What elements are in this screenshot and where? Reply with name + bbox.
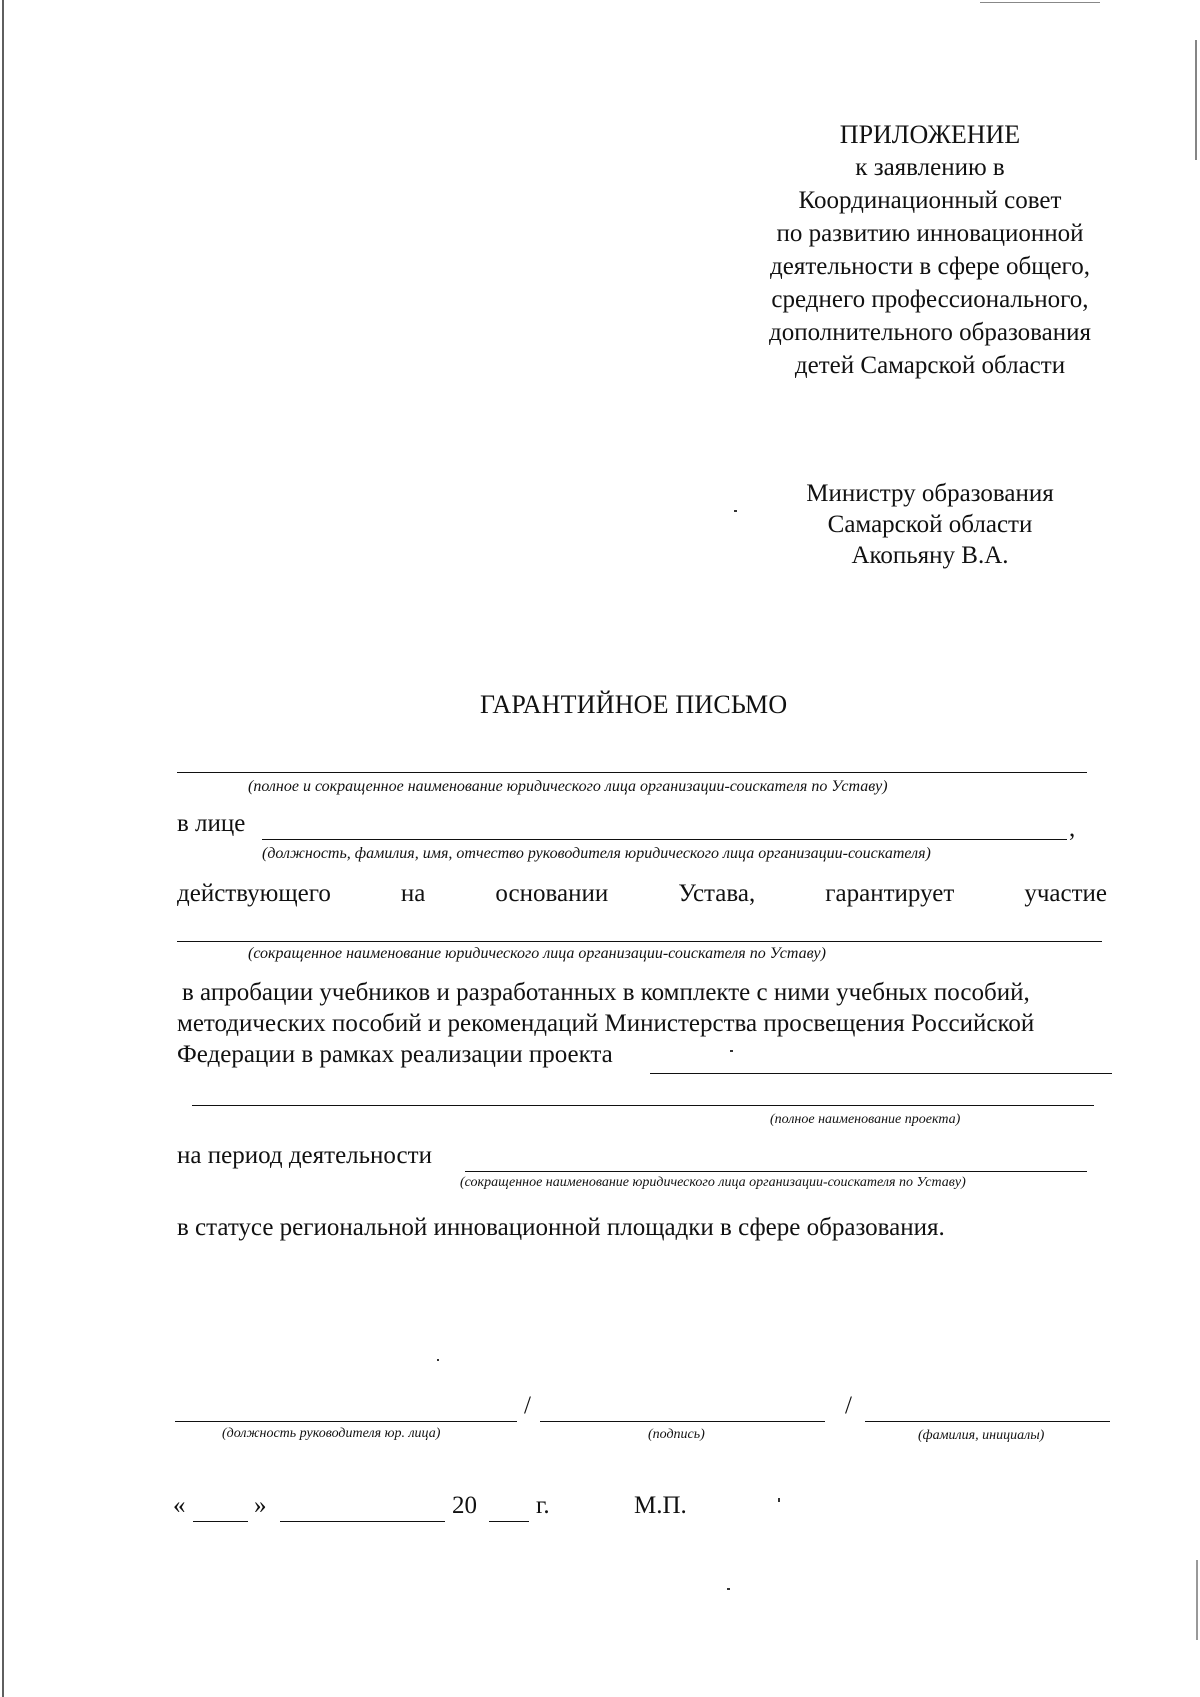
date-year-suffix: г.: [536, 1492, 550, 1519]
paragraph-line: Федерации в рамках реализации проекта: [177, 1041, 613, 1068]
scan-speck: [437, 1359, 439, 1361]
org-full-name-caption: (полное и сокращенное наименование юридического лица организации-соискателя по Уставу): [248, 778, 888, 795]
appendix-heading: ПРИЛОЖЕНИЕ: [839, 120, 1021, 149]
acting-word: на: [400, 880, 426, 907]
acting-word: действующего: [177, 880, 331, 907]
scan-speck: [727, 1588, 730, 1590]
addressee-block: [770, 478, 1090, 571]
director-position-field[interactable]: [175, 1421, 517, 1422]
participation-paragraph: [177, 977, 1112, 1070]
period-label: на период деятельности: [177, 1142, 432, 1169]
director-caption: (должность, фамилия, имя, отчество руководителя юридического лица организации-соискателя): [262, 845, 931, 862]
period-caption: (сокращенное наименование юридического лица организации-соискателя по Уставу): [460, 1175, 966, 1190]
represented-by-comma: ,: [1069, 815, 1076, 842]
addressee-line: Самарской области: [827, 511, 1033, 538]
date-day-field[interactable]: [193, 1521, 248, 1522]
date-month-field[interactable]: [280, 1521, 445, 1522]
date-open-quote: «: [173, 1492, 186, 1519]
period-field[interactable]: [465, 1171, 1087, 1172]
appendix-line: к заявлению в: [855, 154, 1005, 181]
stamp-placeholder: М.П.: [634, 1492, 687, 1519]
appendix-line: дополнительного образования: [768, 319, 1092, 346]
date-year-prefix: 20: [452, 1492, 477, 1519]
status-text: в статусе региональной инновационной площадки в сфере образования.: [177, 1214, 945, 1241]
org-short-name-field[interactable]: [177, 941, 1102, 942]
acting-word: основании: [495, 880, 609, 907]
addressee-line: Акопьяну В.А.: [851, 542, 1009, 569]
scan-edge-top: [980, 2, 1100, 3]
addressee-line: Министру образования: [806, 480, 1054, 507]
scan-speck: [734, 510, 737, 512]
paragraph-line: методических пособий и рекомендаций Министерства просвещения Российской: [177, 1010, 1035, 1037]
project-name-field[interactable]: [650, 1073, 1112, 1074]
name-initials-field[interactable]: [865, 1421, 1110, 1422]
director-position-caption: (должность руководителя юр. лица): [222, 1426, 441, 1441]
acting-word: участие: [1024, 880, 1107, 907]
date-year-field[interactable]: [489, 1521, 529, 1522]
acting-basis-row: [177, 880, 1107, 908]
paragraph-line: в апробации учебников и разработанных в комплекте с ними учебных пособий,: [182, 979, 1030, 1006]
appendix-line: деятельности в сфере общего,: [770, 253, 1090, 280]
acting-word: гарантирует: [825, 880, 955, 907]
signature-separator: /: [845, 1392, 852, 1419]
acting-word: Устава,: [678, 880, 756, 907]
appendix-line: по развитию инновационной: [776, 220, 1084, 247]
signature-field[interactable]: [540, 1421, 825, 1422]
project-name-caption: (полное наименование проекта): [770, 1112, 961, 1127]
project-name-field-continued[interactable]: [192, 1105, 1094, 1106]
appendix-line: Координационный совет: [798, 187, 1062, 214]
scan-speck: [778, 1498, 780, 1502]
signature-separator: /: [524, 1392, 531, 1419]
signature-caption: (подпись): [648, 1427, 705, 1442]
appendix-line: детей Самарской области: [794, 352, 1066, 379]
org-short-name-caption: (сокращенное наименование юридического лица организации-соискателя по Уставу): [248, 945, 826, 962]
date-close-quote: »: [254, 1492, 267, 1519]
director-field[interactable]: [262, 839, 1067, 840]
scan-edge-right: [1195, 40, 1197, 160]
scan-edge-left: [2, 0, 4, 1697]
appendix-line: среднего профессионального,: [771, 286, 1089, 313]
appendix-block: [740, 118, 1120, 382]
document-title: ГАРАНТИЙНОЕ ПИСЬМО: [480, 690, 788, 719]
scan-edge-right-bottom: [1196, 1560, 1198, 1640]
org-full-name-field[interactable]: [177, 772, 1087, 773]
name-initials-caption: (фамилия, инициалы): [918, 1428, 1045, 1443]
represented-by-label: в лице: [177, 810, 246, 837]
